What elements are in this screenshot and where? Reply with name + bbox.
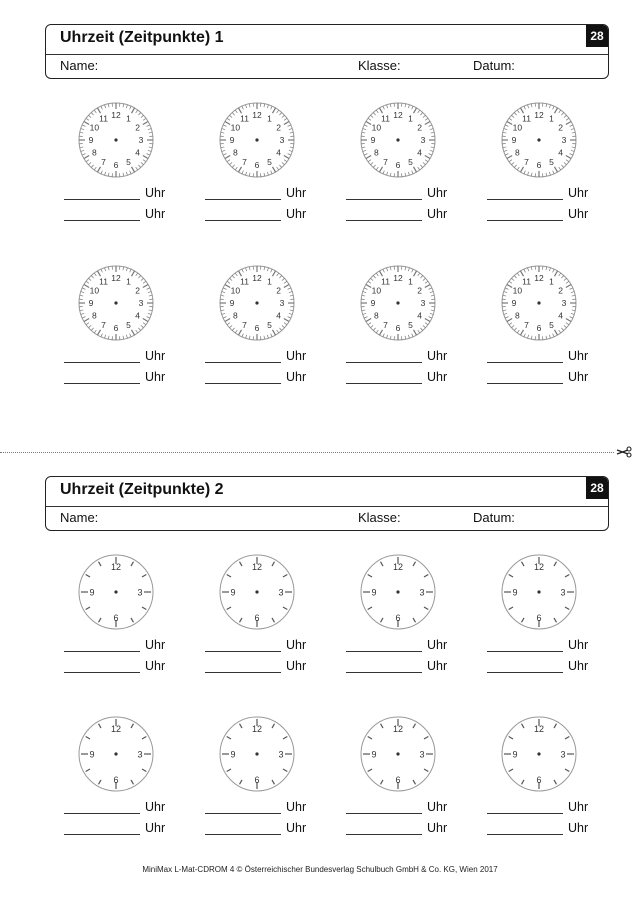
sheet2-header xyxy=(45,476,609,531)
answer-line[interactable] xyxy=(487,220,563,221)
clock-numeral: 6 xyxy=(254,160,260,171)
clock-numeral: 4 xyxy=(417,310,423,321)
clock-numeral: 9 xyxy=(230,749,236,760)
clock-numeral: 3 xyxy=(560,587,566,598)
sheet1-header xyxy=(45,24,609,79)
clock-numeral: 4 xyxy=(558,310,564,321)
answer-line[interactable] xyxy=(205,199,281,200)
clock-numeral: 10 xyxy=(230,122,241,133)
clock-center-dot xyxy=(114,752,117,755)
uhr-label: Uhr xyxy=(145,207,166,221)
uhr-label: Uhr xyxy=(286,659,307,673)
clock-numeral: 1 xyxy=(126,113,131,124)
uhr-label: Uhr xyxy=(145,821,166,835)
clock-numeral: 2 xyxy=(135,122,141,133)
uhr-label: Uhr xyxy=(568,638,589,652)
answer-line[interactable] xyxy=(205,383,281,384)
clock-numeral: 12 xyxy=(251,724,263,734)
clock-numeral: 6 xyxy=(113,160,119,171)
clock-numeral: 6 xyxy=(536,775,542,785)
answer-line[interactable] xyxy=(487,834,563,835)
clock-numeral: 11 xyxy=(240,276,249,287)
clock-center-dot xyxy=(255,301,258,304)
sheet1-date-label: Datum: xyxy=(473,58,515,73)
sheet2-header-divider xyxy=(46,506,608,507)
clock-face xyxy=(76,714,156,794)
clock-center-dot xyxy=(537,138,540,141)
clock-numeral: 5 xyxy=(267,156,272,167)
clock-face xyxy=(217,100,297,180)
clock-numeral: 5 xyxy=(126,319,131,330)
uhr-label: Uhr xyxy=(286,207,307,221)
clock-numeral: 3 xyxy=(279,298,285,309)
answer-line[interactable] xyxy=(346,813,422,814)
clock-numeral: 3 xyxy=(561,135,567,146)
clock-numeral: 6 xyxy=(536,160,542,171)
clock-face xyxy=(217,263,297,343)
answer-line[interactable] xyxy=(64,672,140,673)
clock-numeral: 10 xyxy=(512,122,523,133)
sheet1-title: Uhrzeit (Zeitpunkte) 1 xyxy=(60,29,224,46)
clock-numeral: 4 xyxy=(276,310,282,321)
clock-face xyxy=(499,100,579,180)
clock-center-dot xyxy=(114,138,117,141)
clock-numeral: 4 xyxy=(135,147,141,158)
clock-face xyxy=(499,263,579,343)
uhr-label: Uhr xyxy=(568,800,589,814)
clock-numeral: 7 xyxy=(101,319,106,330)
clock-numeral: 6 xyxy=(395,775,401,785)
answer-line[interactable] xyxy=(64,383,140,384)
clock-numeral: 12 xyxy=(393,273,403,284)
clock-numeral: 9 xyxy=(89,587,95,598)
clock-numeral: 3 xyxy=(561,298,567,309)
clock-numeral: 11 xyxy=(381,276,390,287)
answer-line[interactable] xyxy=(205,813,281,814)
clock-numeral: 7 xyxy=(524,156,529,167)
clock-numeral: 6 xyxy=(395,613,401,623)
answer-line[interactable] xyxy=(64,813,140,814)
clock-numeral: 9 xyxy=(371,749,377,760)
clock-numeral: 12 xyxy=(534,273,544,284)
clock-numeral: 2 xyxy=(417,285,423,296)
clock-center-dot xyxy=(396,752,399,755)
clock-numeral: 9 xyxy=(88,298,94,309)
clock-numeral: 7 xyxy=(524,319,529,330)
clock-numeral: 12 xyxy=(533,562,545,572)
clock-numeral: 11 xyxy=(240,113,249,124)
clock-numeral: 10 xyxy=(89,122,100,133)
uhr-label: Uhr xyxy=(427,638,448,652)
clock-numeral: 9 xyxy=(512,587,518,598)
clock-center-dot xyxy=(396,301,399,304)
clock-numeral: 1 xyxy=(549,276,554,287)
clock-numeral: 2 xyxy=(558,285,564,296)
clock-numeral: 10 xyxy=(230,285,241,296)
clock-numeral: 3 xyxy=(278,749,284,760)
clock-numeral: 8 xyxy=(373,310,379,321)
clock-numeral: 3 xyxy=(138,298,144,309)
sheet2-title: Uhrzeit (Zeitpunkte) 2 xyxy=(60,481,224,498)
answer-line[interactable] xyxy=(487,199,563,200)
clock-face xyxy=(358,552,438,632)
clock-numeral: 1 xyxy=(408,113,413,124)
clock-numeral: 9 xyxy=(230,587,236,598)
uhr-label: Uhr xyxy=(286,370,307,384)
scissors-icon xyxy=(616,444,632,460)
clock-numeral: 6 xyxy=(536,613,542,623)
clock-face xyxy=(76,552,156,632)
sheet2-date-label: Datum: xyxy=(473,510,515,525)
answer-line[interactable] xyxy=(64,220,140,221)
answer-line[interactable] xyxy=(487,672,563,673)
footer-copyright: MiniMax L-Mat-CDROM 4 © Österreichischer Bundesverlag Schulbuch GmbH & Co. KG, Wien 2017 xyxy=(142,865,498,874)
clock-numeral: 12 xyxy=(252,110,262,121)
clock-center-dot xyxy=(537,301,540,304)
clock-numeral: 3 xyxy=(560,749,566,760)
clock-numeral: 6 xyxy=(536,323,542,334)
clock-numeral: 4 xyxy=(276,147,282,158)
clock-center-dot xyxy=(396,590,399,593)
answer-line[interactable] xyxy=(487,651,563,652)
clock-numeral: 11 xyxy=(99,276,108,287)
clock-numeral: 6 xyxy=(113,323,119,334)
uhr-label: Uhr xyxy=(286,186,307,200)
clock-face xyxy=(217,714,297,794)
clock-numeral: 5 xyxy=(408,156,413,167)
clock-numeral: 12 xyxy=(111,110,121,121)
clock-numeral: 3 xyxy=(420,298,426,309)
sheet1-number-badge: 28 xyxy=(586,25,608,47)
uhr-label: Uhr xyxy=(427,821,448,835)
clock-face xyxy=(358,100,438,180)
clock-numeral: 5 xyxy=(549,156,554,167)
sheet1-header-divider xyxy=(46,54,608,55)
clock-numeral: 12 xyxy=(534,110,544,121)
clock-numeral: 12 xyxy=(111,273,121,284)
clock-numeral: 7 xyxy=(242,319,247,330)
clock-numeral: 6 xyxy=(395,160,401,171)
clock-numeral: 4 xyxy=(135,310,141,321)
uhr-label: Uhr xyxy=(145,800,166,814)
uhr-label: Uhr xyxy=(568,821,589,835)
uhr-label: Uhr xyxy=(568,370,589,384)
clock-numeral: 6 xyxy=(254,775,260,785)
answer-line[interactable] xyxy=(346,199,422,200)
clock-numeral: 3 xyxy=(137,749,143,760)
clock-numeral: 3 xyxy=(279,135,285,146)
clock-numeral: 7 xyxy=(242,156,247,167)
clock-numeral: 5 xyxy=(126,156,131,167)
answer-line[interactable] xyxy=(205,220,281,221)
clock-numeral: 9 xyxy=(511,298,517,309)
clock-numeral: 8 xyxy=(514,147,520,158)
clock-center-dot xyxy=(396,138,399,141)
clock-numeral: 6 xyxy=(254,323,260,334)
clock-numeral: 12 xyxy=(252,273,262,284)
uhr-label: Uhr xyxy=(427,659,448,673)
clock-numeral: 1 xyxy=(267,276,272,287)
clock-numeral: 9 xyxy=(229,135,235,146)
clock-numeral: 8 xyxy=(91,310,97,321)
clock-numeral: 11 xyxy=(99,113,108,124)
clock-numeral: 5 xyxy=(267,319,272,330)
answer-line[interactable] xyxy=(346,651,422,652)
sheet1-class-label: Klasse: xyxy=(358,58,401,73)
uhr-label: Uhr xyxy=(568,659,589,673)
cut-line xyxy=(0,452,614,453)
clock-numeral: 3 xyxy=(419,587,425,598)
clock-numeral: 9 xyxy=(511,135,517,146)
uhr-label: Uhr xyxy=(568,186,589,200)
clock-numeral: 4 xyxy=(417,147,423,158)
sheet2-number-badge: 28 xyxy=(586,477,608,499)
clock-numeral: 10 xyxy=(371,122,382,133)
clock-numeral: 3 xyxy=(420,135,426,146)
uhr-label: Uhr xyxy=(145,659,166,673)
clock-numeral: 9 xyxy=(370,135,376,146)
clock-numeral: 6 xyxy=(395,323,401,334)
clock-numeral: 10 xyxy=(512,285,523,296)
uhr-label: Uhr xyxy=(145,638,166,652)
answer-line[interactable] xyxy=(346,834,422,835)
uhr-label: Uhr xyxy=(568,207,589,221)
answer-line[interactable] xyxy=(487,383,563,384)
clock-face xyxy=(499,552,579,632)
clock-face xyxy=(499,714,579,794)
uhr-label: Uhr xyxy=(427,370,448,384)
answer-line[interactable] xyxy=(64,362,140,363)
clock-numeral: 2 xyxy=(276,122,282,133)
clock-numeral: 3 xyxy=(137,587,143,598)
answer-line[interactable] xyxy=(205,362,281,363)
answer-line[interactable] xyxy=(205,672,281,673)
answer-line[interactable] xyxy=(64,651,140,652)
clock-numeral: 9 xyxy=(371,587,377,598)
clock-numeral: 12 xyxy=(251,562,263,572)
uhr-label: Uhr xyxy=(568,349,589,363)
clock-numeral: 9 xyxy=(88,135,94,146)
answer-line[interactable] xyxy=(346,220,422,221)
clock-numeral: 9 xyxy=(89,749,95,760)
clock-center-dot xyxy=(255,590,258,593)
clock-numeral: 1 xyxy=(549,113,554,124)
uhr-label: Uhr xyxy=(145,349,166,363)
answer-line[interactable] xyxy=(487,362,563,363)
clock-numeral: 8 xyxy=(373,147,379,158)
clock-center-dot xyxy=(537,752,540,755)
clock-numeral: 8 xyxy=(514,310,520,321)
clock-numeral: 2 xyxy=(135,285,141,296)
answer-line[interactable] xyxy=(64,834,140,835)
clock-numeral: 1 xyxy=(126,276,131,287)
uhr-label: Uhr xyxy=(286,821,307,835)
clock-numeral: 10 xyxy=(89,285,100,296)
clock-numeral: 6 xyxy=(254,613,260,623)
clock-numeral: 11 xyxy=(522,276,531,287)
clock-numeral: 7 xyxy=(383,319,388,330)
sheet1-name-label: Name: xyxy=(60,58,99,73)
clock-numeral: 7 xyxy=(383,156,388,167)
clock-numeral: 1 xyxy=(267,113,272,124)
clock-numeral: 3 xyxy=(138,135,144,146)
uhr-label: Uhr xyxy=(286,349,307,363)
clock-center-dot xyxy=(255,138,258,141)
answer-line[interactable] xyxy=(346,672,422,673)
clock-numeral: 1 xyxy=(408,276,413,287)
clock-face xyxy=(217,552,297,632)
clock-numeral: 9 xyxy=(229,298,235,309)
clock-numeral: 7 xyxy=(101,156,106,167)
clock-center-dot xyxy=(255,752,258,755)
clock-numeral: 12 xyxy=(110,724,122,734)
uhr-label: Uhr xyxy=(427,207,448,221)
answer-line[interactable] xyxy=(64,199,140,200)
clock-numeral: 5 xyxy=(408,319,413,330)
clock-numeral: 11 xyxy=(381,113,390,124)
clock-center-dot xyxy=(114,301,117,304)
sheet2-class-label: Klasse: xyxy=(358,510,401,525)
clock-face xyxy=(76,100,156,180)
uhr-label: Uhr xyxy=(286,800,307,814)
clock-numeral: 12 xyxy=(393,110,403,121)
clock-numeral: 6 xyxy=(113,613,119,623)
clock-numeral: 12 xyxy=(392,724,404,734)
sheet2-name-label: Name: xyxy=(60,510,99,525)
clock-face xyxy=(358,714,438,794)
uhr-label: Uhr xyxy=(427,800,448,814)
clock-numeral: 12 xyxy=(533,724,545,734)
clock-numeral: 3 xyxy=(419,749,425,760)
clock-numeral: 6 xyxy=(113,775,119,785)
answer-line[interactable] xyxy=(346,383,422,384)
clock-face xyxy=(76,263,156,343)
clock-numeral: 5 xyxy=(549,319,554,330)
clock-numeral: 2 xyxy=(558,122,564,133)
uhr-label: Uhr xyxy=(145,186,166,200)
answer-line[interactable] xyxy=(487,813,563,814)
clock-numeral: 4 xyxy=(558,147,564,158)
uhr-label: Uhr xyxy=(427,349,448,363)
clock-numeral: 2 xyxy=(276,285,282,296)
uhr-label: Uhr xyxy=(145,370,166,384)
clock-numeral: 9 xyxy=(370,298,376,309)
uhr-label: Uhr xyxy=(427,186,448,200)
clock-numeral: 12 xyxy=(392,562,404,572)
clock-numeral: 9 xyxy=(512,749,518,760)
clock-numeral: 8 xyxy=(91,147,97,158)
clock-numeral: 8 xyxy=(232,147,238,158)
clock-numeral: 8 xyxy=(232,310,238,321)
answer-line[interactable] xyxy=(205,834,281,835)
uhr-label: Uhr xyxy=(286,638,307,652)
clock-center-dot xyxy=(114,590,117,593)
clock-numeral: 10 xyxy=(371,285,382,296)
clock-numeral: 3 xyxy=(278,587,284,598)
answer-line[interactable] xyxy=(205,651,281,652)
clock-numeral: 11 xyxy=(522,113,531,124)
clock-face xyxy=(358,263,438,343)
clock-numeral: 12 xyxy=(110,562,122,572)
answer-line[interactable] xyxy=(346,362,422,363)
clock-center-dot xyxy=(537,590,540,593)
clock-numeral: 2 xyxy=(417,122,423,133)
